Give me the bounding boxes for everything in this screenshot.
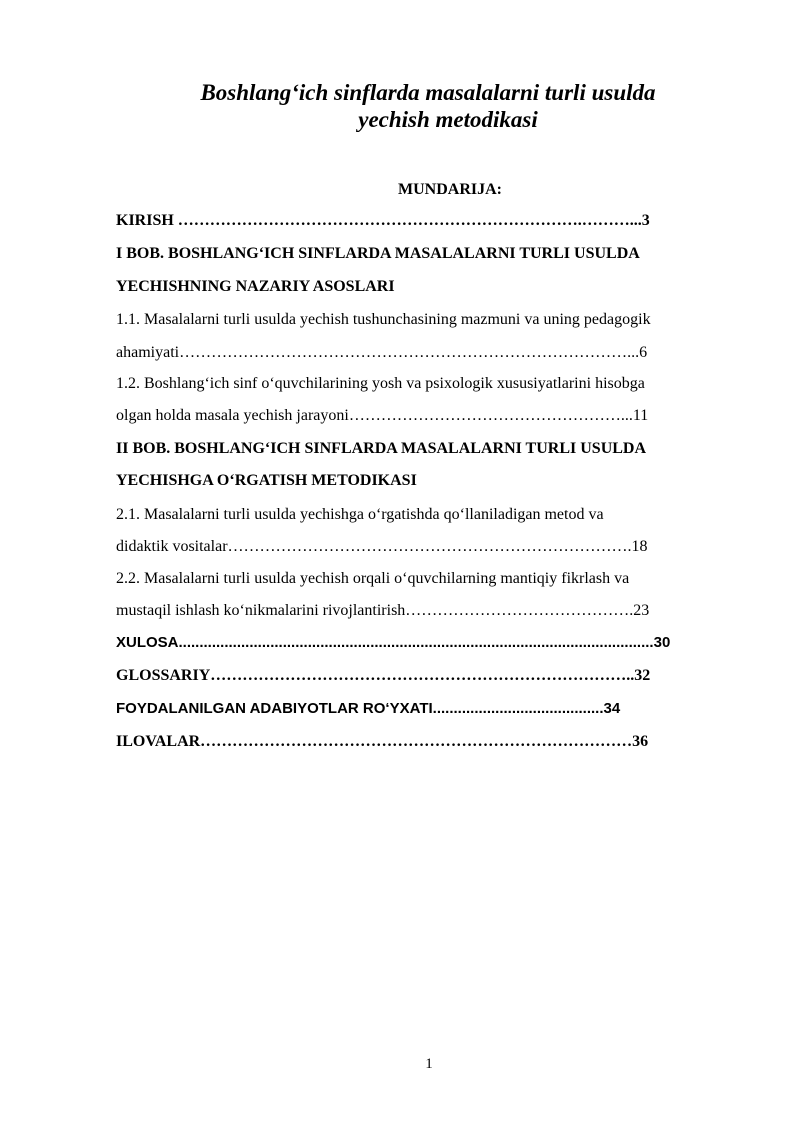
toc-chapter-2-line-2: YECHISHGA O‘RGATISH METODIKASI [116,472,417,489]
toc-heading: MUNDARIJA: [398,181,502,198]
document-title-line-1: Boshlang‘ich sinflarda masalalarni turli usulda [200,80,656,105]
toc-section-2-2-line-1: 2.2. Masalalarni turli usulda yechish orqali o‘quvchilarning mantiqiy fikrlash va [116,570,630,587]
page-number: 1 [425,1056,433,1072]
toc-entry-kirish: KIRISH ………………………………………………………………….………...3 [116,212,650,229]
toc-section-1-1-line-1: 1.1. Masalalarni turli usulda yechish tushunchasining mazmuni va uning pedagogik [116,311,651,328]
toc-section-2-2-line-2: mustaqil ishlash ko‘nikmalarini rivojlantirish…………………………………….23 [116,602,650,619]
toc-section-1-2-line-1: 1.2. Boshlang‘ich sinf o‘quvchilarining yosh va psixologik xususiyatlarini hisobga [116,375,645,392]
toc-chapter-1-line-1: I BOB. BOSHLANG‘ICH SINFLARDA MASALALARNI TURLI USULDA [116,245,640,262]
toc-section-2-1-line-2: didaktik vositalar………………………………………………………………….18 [116,538,648,555]
toc-section-2-1-line-1: 2.1. Masalalarni turli usulda yechishga o‘rgatishda qo‘llaniladigan metod va [116,506,604,523]
toc-entry-xulosa: XULOSA..................................................................................................................30 [116,634,671,651]
toc-entry-adabiyotlar: FOYDALANILGAN ADABIYOTLAR RO‘YXATI.........................................34 [116,700,621,717]
toc-chapter-2-line-1: II BOB. BOSHLANG‘ICH SINFLARDA MASALALARNI TURLI USULDA [116,440,647,457]
toc-chapter-1-line-2: YECHISHNING NAZARIY ASOSLARI [116,278,395,295]
toc-entry-glossariy: GLOSSARIY……………………………………………………………………..32 [116,667,651,684]
toc-section-1-1-line-2: ahamiyati…………………………………………………………………………...6 [116,344,648,361]
toc-entry-ilovalar: ILOVALAR………………………………………………………………………36 [116,733,649,750]
document-title-line-2: yechish metodikasi [358,107,538,132]
toc-section-1-2-line-2: olgan holda masala yechish jarayoni……………………………………………...11 [116,407,649,424]
